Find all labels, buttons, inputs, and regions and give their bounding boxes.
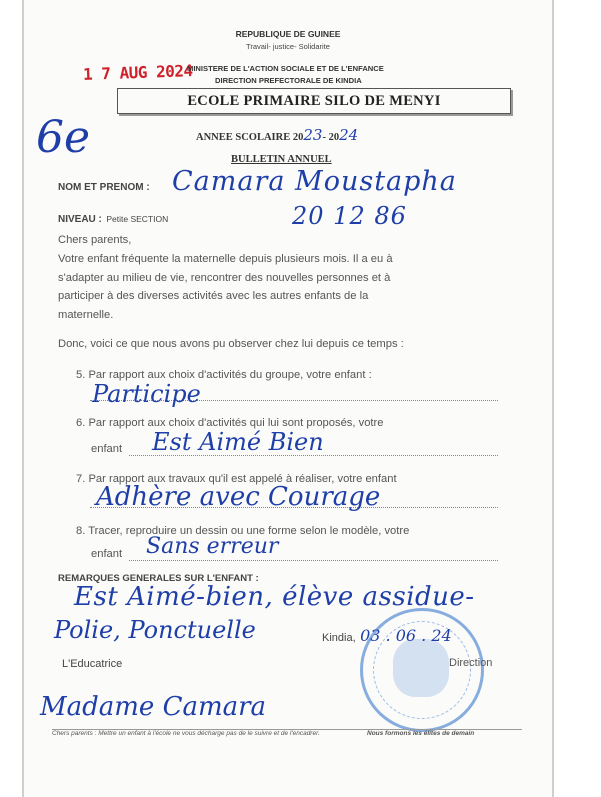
remarks-line-2: Polie, Ponctuelle <box>54 616 256 644</box>
place-date <box>322 626 452 646</box>
document-title: BULLETIN ANNUEL <box>231 154 332 165</box>
school-year-separator: - 20 <box>322 132 340 143</box>
received-date-stamp: 1 7 AUG 2024 <box>82 61 193 84</box>
signature-date: 03 . 06 . 24 <box>360 626 452 645</box>
intro-line-4: maternelle. <box>58 309 114 321</box>
question-text: Par rapport aux choix d'activités qui lui sont proposés, votre <box>88 417 384 429</box>
question-text: Tracer, reproduire un dessin ou une forme selon le modèle, votre <box>88 525 410 537</box>
remarks-line-1: Est Aimé-bien, élève assidue- <box>74 582 475 612</box>
question-8-cont: enfant <box>91 548 123 560</box>
level-label: NIVEAU : <box>58 214 102 225</box>
answer-line-8 <box>129 560 498 561</box>
level-value: Petite SECTION <box>106 214 169 224</box>
salutation: Chers parents, <box>58 234 132 246</box>
question-number: 7. <box>76 473 86 485</box>
direction-name: DIRECTION PREFECTORALE DE KINDIA <box>215 76 362 85</box>
question-number: 8. <box>76 525 86 537</box>
level-row <box>58 209 168 227</box>
intro-line-3: participer à des diverses activités avec les autres enfants de la <box>58 290 369 302</box>
school-year <box>196 126 358 145</box>
bulletin-page <box>22 0 554 797</box>
question-text: Par rapport aux choix d'activités du groupe, votre enfant : <box>88 369 372 381</box>
school-name-box <box>117 88 511 114</box>
handwritten-grade: 6e <box>36 112 91 163</box>
question-number: 5. <box>76 369 86 381</box>
answer-6: Est Aimé Bien <box>152 428 324 456</box>
republic-title: REPUBLIQUE DE GUINEE <box>235 29 341 39</box>
observation-intro: Donc, voici ce que nous avons pu observer chez lui depuis ce temps : <box>58 338 404 350</box>
question-number: 6. <box>76 417 86 429</box>
place: Kindia, <box>322 632 356 644</box>
ministry-name: MINISTERE DE L'ACTION SOCIALE ET DE L'ENFANCE <box>187 64 384 73</box>
student-name: Camara Moustapha <box>172 166 457 197</box>
answer-8: Sans erreur <box>146 534 279 559</box>
footer-slogan: Nous formons les élites de demain <box>367 730 475 737</box>
intro-line-1: Votre enfant fréquente la maternelle depuis plusieurs mois. Il a eu à <box>58 253 393 265</box>
educator-name: Madame Camara <box>40 692 267 722</box>
question-text: Par rapport aux travaux qu'il est appelé à réaliser, votre enfant <box>88 473 397 485</box>
intro-line-2: s'adapter au milieu de vie, rencontrer des nouvelles personnes et à <box>58 272 391 284</box>
school-year-start: 23 <box>303 126 323 144</box>
educator-label: L'Educatrice <box>62 658 123 670</box>
remarks-label: REMARQUES GENERALES SUR L'ENFANT : <box>58 573 259 584</box>
answer-7: Adhère avec Courage <box>96 482 381 512</box>
answer-5: Participe <box>92 380 201 408</box>
question-6-cont: enfant <box>91 443 123 455</box>
director-label: Direction <box>449 657 493 669</box>
footer-note: Chers parents : Mettre un enfant à l'école ne vous décharge pas de le suivre et de l'encadrer. <box>52 730 320 737</box>
school-year-label: ANNEE SCOLAIRE 20 <box>196 132 304 143</box>
national-motto: Travail- justice- Solidarite <box>246 42 330 51</box>
school-name: ECOLE PRIMAIRE SILO DE MENYI <box>187 93 441 109</box>
school-year-end: 24 <box>339 126 359 144</box>
name-label: NOM ET PRENOM : <box>58 182 150 193</box>
student-id-number: 20 12 86 <box>292 202 407 230</box>
